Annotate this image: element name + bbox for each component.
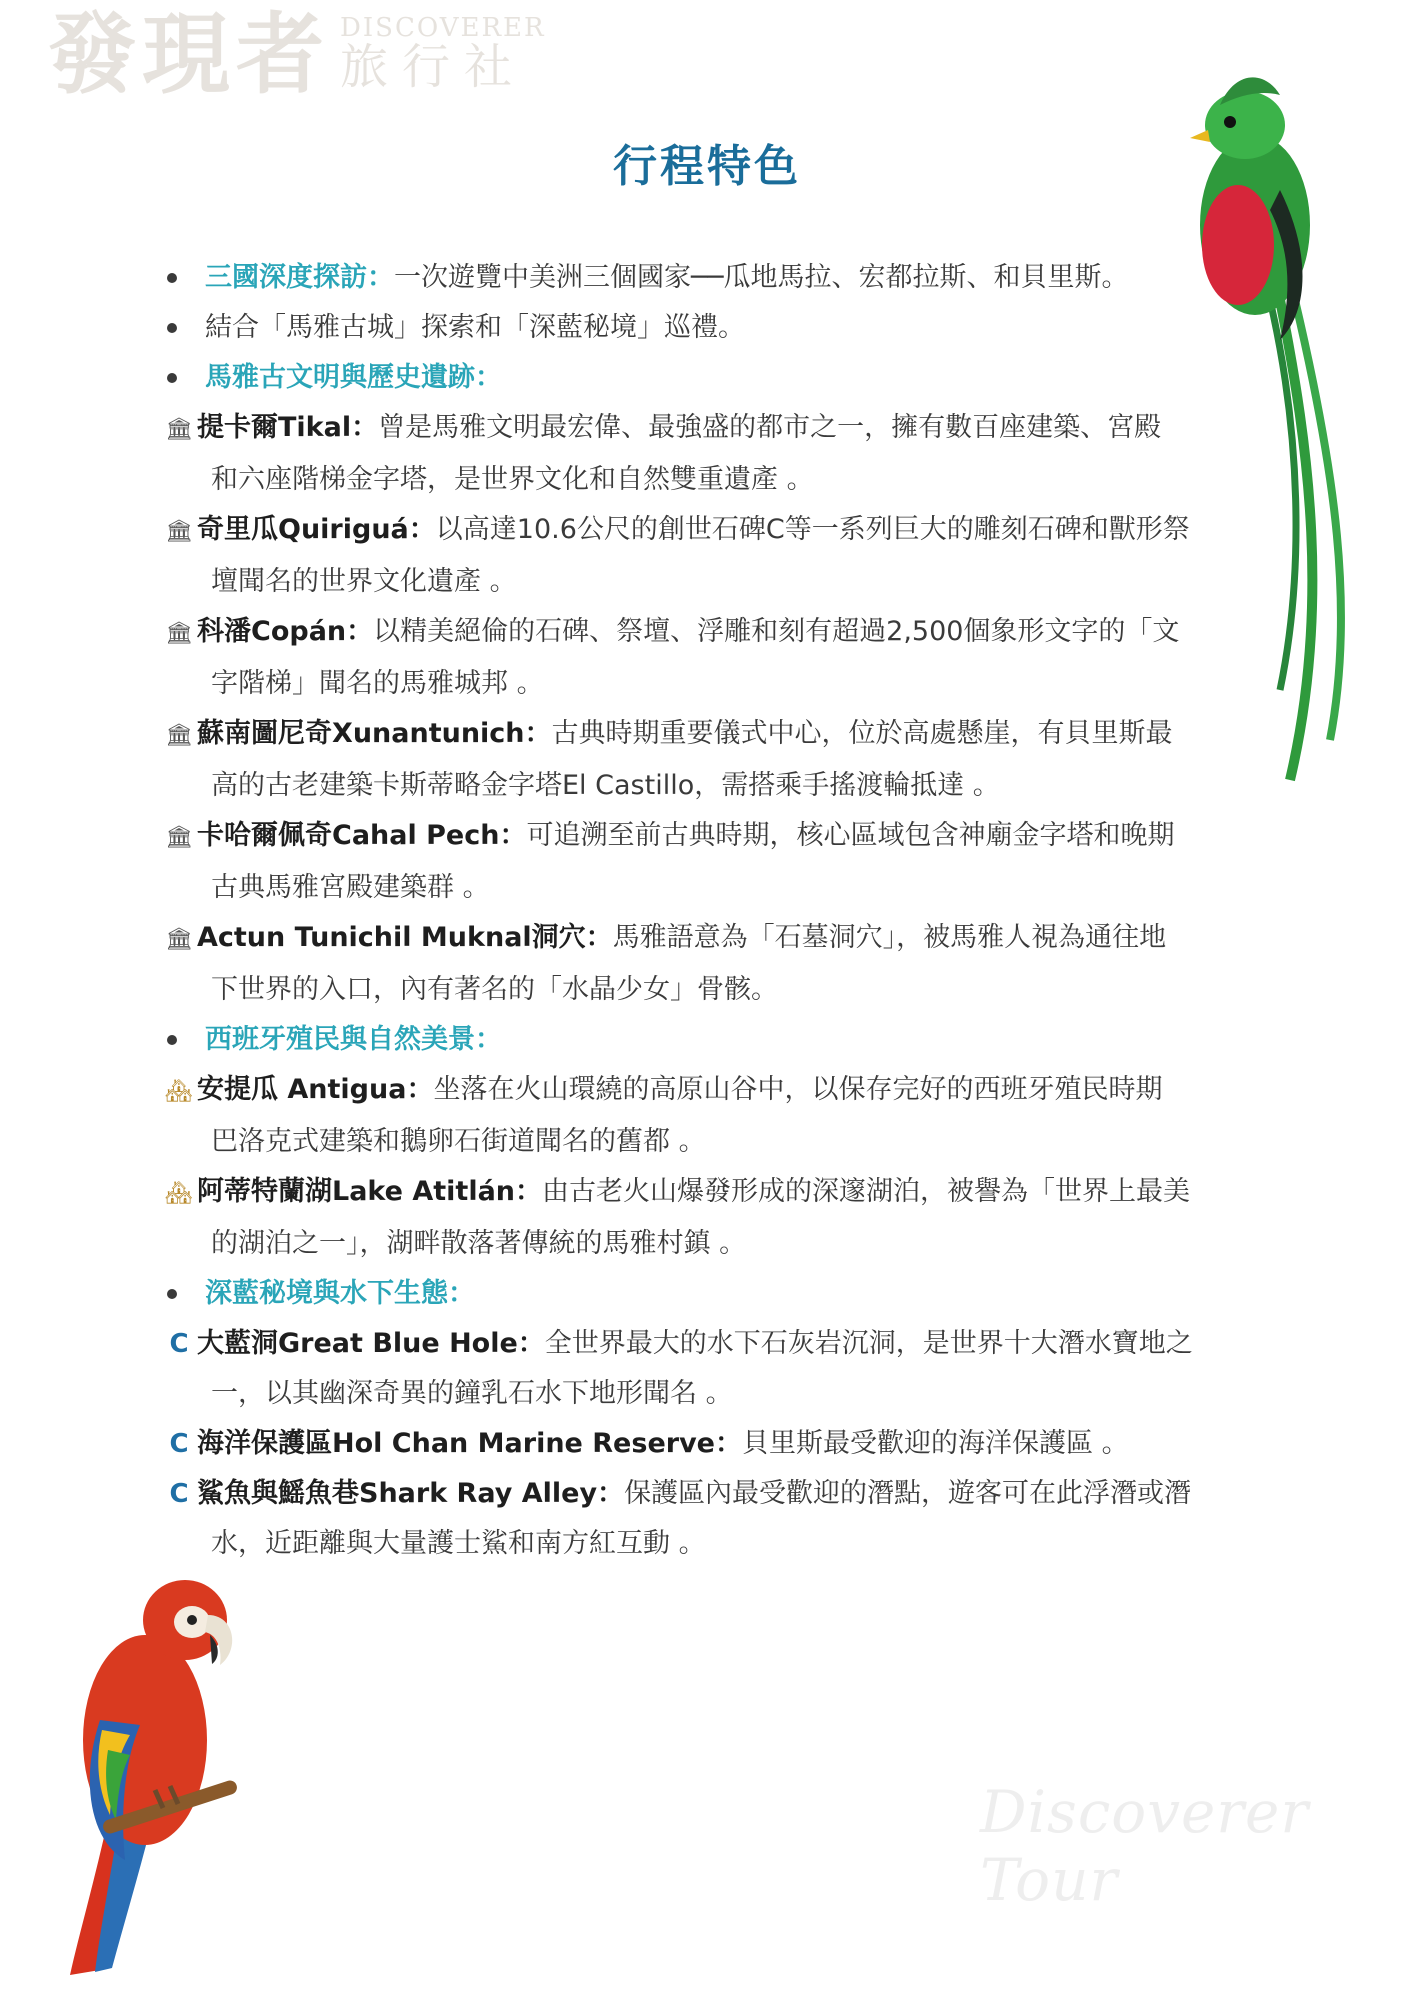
macaw-parrot-illustration — [40, 1560, 270, 1980]
ruin-icon: 🏛 — [165, 519, 193, 544]
site-desc: 以精美絕倫的石碑、祭壇、浮雕和刻有超過2,500個象形文字的「文 — [373, 616, 1180, 647]
site-title: 提卡爾Tikal： — [197, 412, 379, 443]
site-desc: 以高達10.6公尺的創世石碑C等一系列巨大的雕刻石碑和獸形祭 — [435, 514, 1190, 545]
site-title: 大藍洞Great Blue Hole： — [197, 1328, 545, 1359]
site-title: 海洋保護區Hol Chan Marine Reserve： — [197, 1428, 742, 1459]
list-item — [165, 1269, 1265, 1319]
site-desc-cont: 字階梯」聞名的馬雅城邦 。 — [211, 668, 544, 699]
wave-icon: C — [169, 1429, 189, 1459]
ruin-icon: 🏛 — [165, 417, 193, 442]
ruin-icon: 🏛 — [165, 621, 193, 646]
colonial-house-icon: 🏘 — [165, 1079, 193, 1104]
site-title: 安提瓜 Antigua： — [197, 1074, 434, 1105]
site-desc: 馬雅語意為「石墓洞穴」，被馬雅人視為通往地 — [612, 922, 1167, 953]
site-item — [165, 709, 1265, 811]
site-title: 科潘Copán： — [197, 616, 374, 647]
wave-icon: C — [169, 1479, 189, 1509]
watermark-text: Discoverer Tour — [980, 1778, 1310, 1914]
site-item — [165, 913, 1265, 1015]
site-title: Actun Tunichil Muknal洞穴： — [197, 922, 613, 953]
wave-icon: C — [169, 1329, 189, 1359]
bullet-heading: 三國深度探訪： — [205, 262, 394, 293]
site-item — [165, 1419, 1265, 1469]
company-logo — [48, 2, 546, 106]
site-item — [165, 1319, 1265, 1419]
site-desc-cont: 一，以其幽深奇異的鐘乳石水下地形聞名 。 — [211, 1378, 733, 1409]
list-item — [165, 253, 1265, 303]
site-desc: 由古老火山爆發形成的深邃湖泊，被譽為「世界上最美 — [542, 1176, 1191, 1207]
site-item — [165, 1065, 1265, 1167]
quetzal-bird-illustration — [1160, 50, 1390, 790]
site-desc-cont: 下世界的入口，內有著名的「水晶少女」骨骸。 — [211, 974, 778, 1005]
site-title: 鯊魚與鰩魚巷Shark Ray Alley： — [197, 1478, 625, 1509]
bullet-heading: 西班牙殖民與自然美景： — [205, 1024, 502, 1055]
site-title: 奇里瓜Quiriguá： — [197, 514, 436, 545]
site-desc: 古典時期重要儀式中心，位於高處懸崖，有貝里斯最 — [551, 718, 1173, 749]
ruin-icon: 🏛 — [165, 723, 193, 748]
site-desc: 全世界最大的水下石灰岩沉洞，是世界十大潛水寶地之 — [544, 1328, 1193, 1359]
site-desc: 可追溯至前古典時期，核心區域包含神廟金字塔和晚期 — [526, 820, 1175, 851]
site-desc-cont: 高的古老建築卡斯蒂略金字塔El Castillo，需搭乘手搖渡輪抵達 。 — [211, 770, 1000, 801]
site-desc-cont: 古典馬雅宮殿建築群 。 — [211, 872, 490, 903]
site-desc-cont: 和六座階梯金字塔，是世界文化和自然雙重遺產 。 — [211, 464, 814, 495]
list-item — [165, 1015, 1265, 1065]
site-item — [165, 811, 1265, 913]
site-title: 蘇南圖尼奇Xunantunich： — [197, 718, 552, 749]
logo-chinese: 發現者 — [48, 2, 331, 106]
list-item — [165, 303, 1265, 353]
bullet-text: 結合「馬雅古城」探索和「深藍秘境」巡禮。 — [205, 312, 745, 343]
ruin-icon: 🏛 — [165, 927, 193, 952]
site-item — [165, 607, 1265, 709]
feature-list — [165, 253, 1265, 1569]
site-item — [165, 403, 1265, 505]
bullet-heading: 馬雅古文明與歷史遺跡： — [205, 362, 502, 393]
bullet-text: 一次遊覽中美洲三個國家──瓜地馬拉、宏都拉斯、和貝里斯。 — [394, 262, 1129, 293]
site-desc-cont: 水，近距離與大量護士鯊和南方紅互動 。 — [211, 1528, 706, 1559]
site-desc: 貝里斯最受歡迎的海洋保護區 。 — [741, 1428, 1129, 1459]
page-title: 行程特色 — [613, 141, 801, 192]
bullet-heading: 深藍秘境與水下生態： — [205, 1278, 475, 1309]
site-desc-cont: 巴洛克式建築和鵝卵石街道聞名的舊都 。 — [211, 1126, 706, 1157]
site-title: 阿蒂特蘭湖Lake Atitlán： — [197, 1176, 543, 1207]
site-desc-cont: 的湖泊之一」，湖畔散落著傳統的馬雅村鎮 。 — [211, 1228, 747, 1259]
site-desc: 曾是馬雅文明最宏偉、最強盛的都市之一，擁有數百座建築、宮殿 — [378, 412, 1162, 443]
site-item — [165, 505, 1265, 607]
ruin-icon: 🏛 — [165, 825, 193, 850]
colonial-house-icon: 🏘 — [165, 1181, 193, 1206]
site-desc: 坐落在火山環繞的高原山谷中，以保存完好的西班牙殖民時期 — [433, 1074, 1163, 1105]
list-item — [165, 353, 1265, 403]
site-item — [165, 1167, 1265, 1269]
logo-english: DISCOVERER — [340, 12, 546, 43]
site-desc: 保護區內最受歡迎的潛點，遊客可在此浮潛或潛 — [624, 1478, 1192, 1509]
logo-subtitle: 旅行社 — [340, 38, 527, 95]
site-title: 卡哈爾佩奇Cahal Pech： — [197, 820, 527, 851]
site-item — [165, 1469, 1265, 1569]
site-desc-cont: 壇聞名的世界文化遺產 。 — [211, 566, 517, 597]
